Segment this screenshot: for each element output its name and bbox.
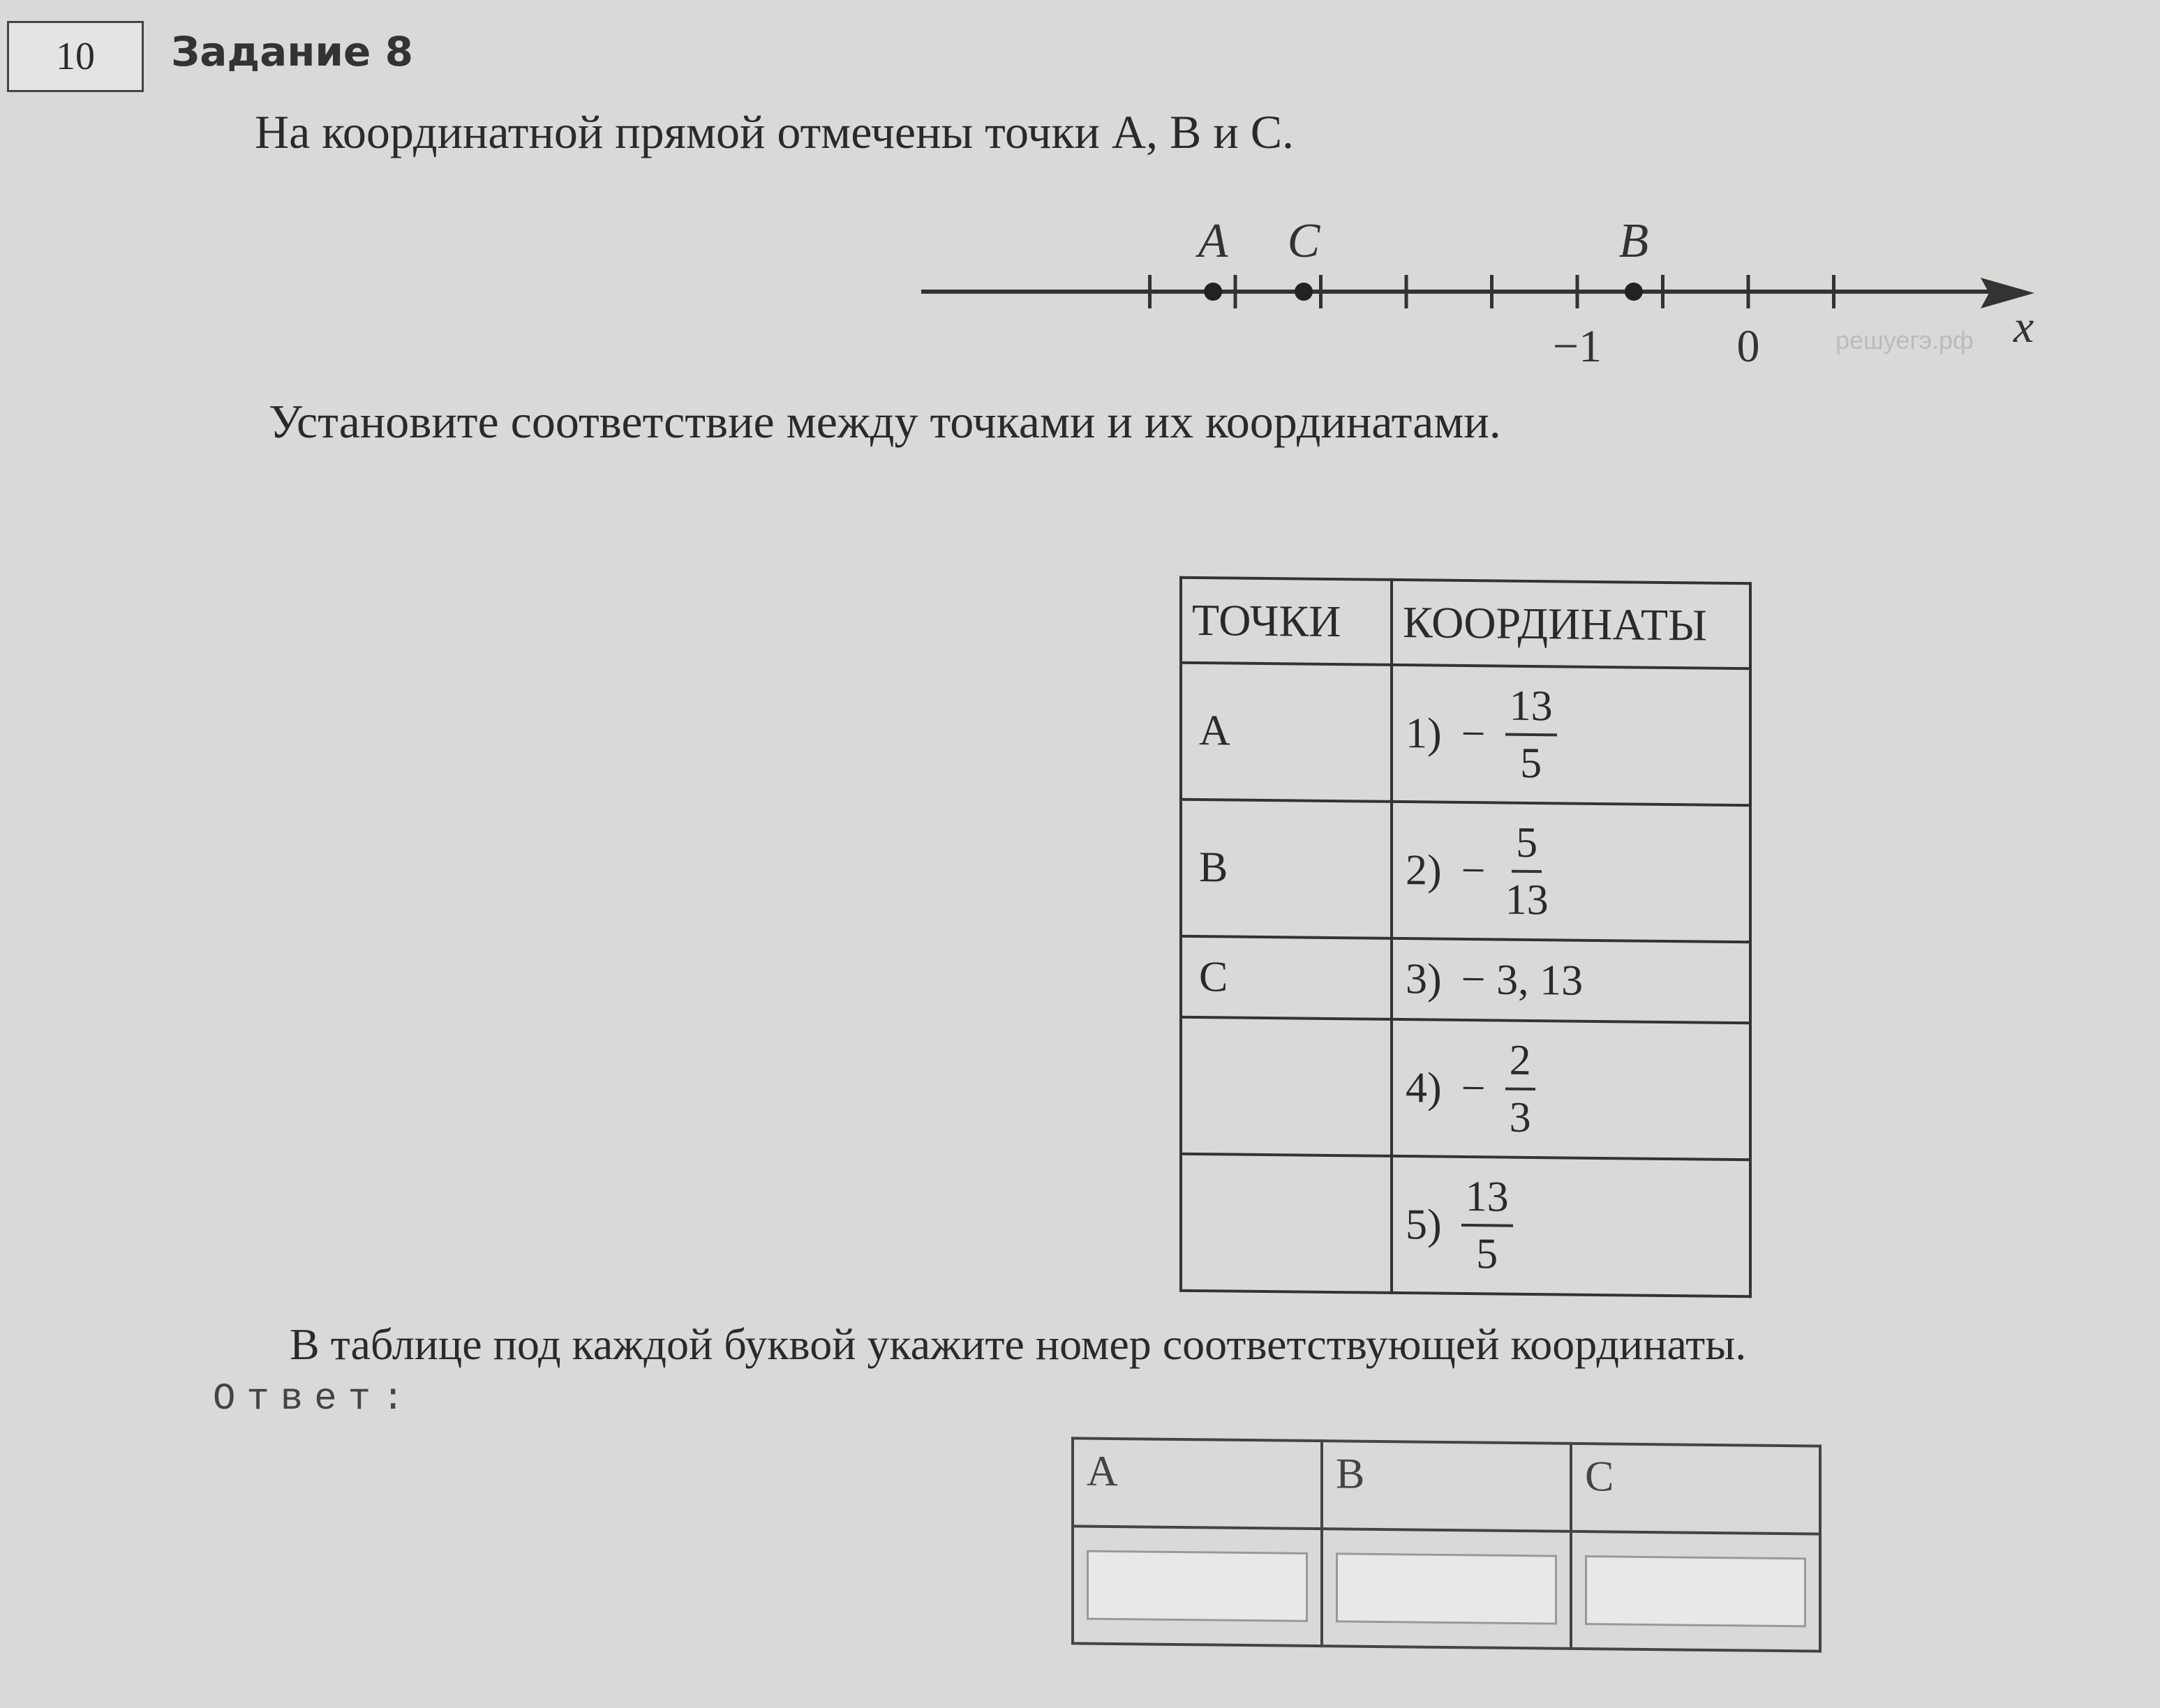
option-fraction (1461, 1172, 1513, 1278)
coordinate-option-1 (1392, 665, 1750, 805)
answer-label: Ответ: (213, 1378, 416, 1421)
fraction-denominator: 5 (1520, 739, 1542, 788)
option-fraction (1505, 684, 1557, 786)
option-fraction (1505, 818, 1549, 924)
fraction-numerator: 13 (1461, 1175, 1513, 1227)
point-label-b: B (1618, 214, 1649, 268)
point-marker-a (1204, 283, 1222, 301)
header-points: ТОЧКИ (1181, 578, 1392, 665)
answer-cell-a (1073, 1526, 1322, 1646)
matching-row (1181, 1017, 1750, 1160)
point-label-c: C (1181, 936, 1392, 1019)
header-coordinates: КООРДИНАТЫ (1392, 580, 1750, 668)
option-number: 1) (1406, 709, 1442, 758)
point-marker-c (1295, 283, 1313, 301)
option-fraction (1505, 1036, 1535, 1141)
number-line-points (1196, 214, 1648, 301)
fraction-denominator: 5 (1476, 1230, 1498, 1278)
coordinate-option-3 (1392, 938, 1750, 1023)
answer-input-b[interactable] (1336, 1552, 1557, 1624)
answer-input-a[interactable] (1087, 1550, 1308, 1622)
option-sign: − (1461, 846, 1486, 894)
option-value: − 3, 13 (1461, 955, 1584, 1005)
point-label-a: A (1181, 663, 1392, 802)
answer-cell-b (1322, 1529, 1571, 1649)
tick-label: −1 (1552, 321, 1602, 372)
option-sign: − (1461, 1064, 1486, 1112)
watermark: решуегэ.рф (1835, 326, 1974, 354)
fraction-numerator: 2 (1505, 1039, 1535, 1091)
coordinate-option-2 (1392, 802, 1750, 942)
matching-row (1181, 800, 1750, 943)
answer-input-c[interactable] (1585, 1555, 1806, 1627)
matching-row (1181, 936, 1750, 1024)
answer-table-inputs (1073, 1526, 1820, 1651)
point-label-empty (1181, 1017, 1392, 1156)
coordinate-option-5 (1392, 1156, 1750, 1296)
point-label-a: A (1198, 214, 1228, 268)
option-number: 3) (1406, 954, 1442, 1003)
tick-label: 0 (1736, 321, 1760, 372)
option-number: 4) (1406, 1063, 1442, 1112)
point-label-c: C (1287, 214, 1320, 268)
fraction-denominator: 3 (1509, 1093, 1531, 1141)
answer-header-c: C (1571, 1444, 1820, 1534)
axis-label-x: x (2013, 301, 2034, 352)
problem-statement: На координатной прямой отмечены точки A, B и C. (255, 105, 1295, 158)
point-marker-b (1625, 283, 1643, 301)
answer-table-header (1073, 1438, 1820, 1534)
option-number: 5) (1406, 1200, 1442, 1249)
point-label-b: B (1181, 800, 1392, 938)
answer-table (1071, 1437, 1822, 1652)
fraction-denominator: 13 (1505, 876, 1549, 924)
matching-row (1181, 663, 1750, 806)
answer-header-b: B (1322, 1441, 1571, 1531)
coordinate-option-4 (1392, 1019, 1750, 1160)
fraction-numerator: 13 (1505, 684, 1557, 737)
number-line-tick-labels (1553, 321, 1760, 372)
option-number: 2) (1406, 846, 1442, 894)
fraction-numerator: 5 (1512, 821, 1542, 873)
instruction-text: Установите соответствие между точками и их координатами. (269, 395, 1501, 448)
answer-cell-c (1571, 1531, 1820, 1651)
answer-instruction: В таблице под каждой буквой укажите номер соответствующей координаты. (290, 1319, 1747, 1369)
number-line (0, 0, 2160, 391)
task-number: 10 (56, 35, 95, 78)
option-sign: − (1461, 710, 1486, 758)
point-label-empty (1181, 1154, 1392, 1293)
answer-header-a: A (1073, 1438, 1322, 1529)
matching-table-header (1181, 578, 1750, 669)
matching-row (1181, 1154, 1750, 1297)
task-title: Задание 8 (171, 28, 413, 75)
matching-table (1179, 576, 1752, 1298)
